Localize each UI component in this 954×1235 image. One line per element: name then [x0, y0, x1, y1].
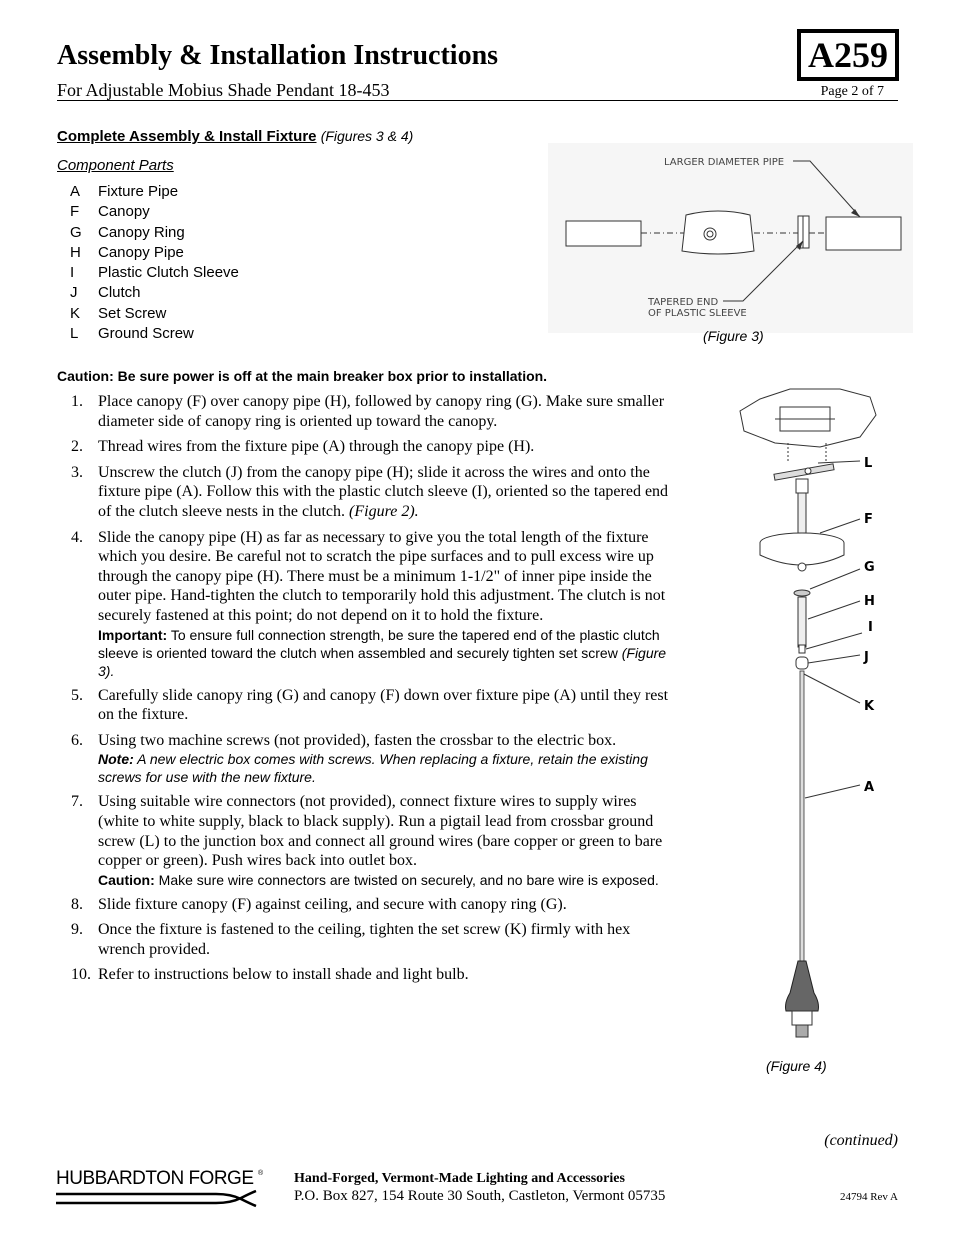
part-item: [70, 223, 239, 243]
part-letter: J: [70, 284, 78, 302]
header-rule: [57, 100, 898, 101]
canopy-ring: [794, 590, 810, 596]
nipple: [796, 479, 808, 493]
socket-cup: [786, 961, 819, 1011]
step-item: [57, 463, 677, 522]
socket: [792, 1011, 812, 1025]
label-tapered-end: TAPERED END: [648, 297, 719, 308]
figure-4-diagram: [730, 383, 910, 1043]
figure-3-caption: (Figure 3): [703, 328, 764, 344]
step-number: 4.: [71, 528, 83, 546]
step-text: Slide fixture canopy (F) against ceiling, and secure with canopy ring (G).: [98, 895, 567, 913]
step-number: 3.: [71, 463, 83, 481]
step-number: 7.: [71, 793, 83, 811]
part-letter: L: [70, 325, 79, 343]
page-subtitle: For Adjustable Mobius Shade Pendant 18-453: [57, 80, 390, 100]
part-letter: F: [70, 203, 80, 221]
continued-note: (continued): [824, 1132, 898, 1149]
step-text: Slide the canopy pipe (H) as far as necessary to give you the total length of the fixture which you desire. Be careful not to scratch the pipe surfaces and to pull excess wire up through the canopy pipe (H). There must be a minimum 1-1/2" of inner pipe inside the outer pipe. Hand-tighten the clutch to temporarily hold this adjustment. The clutch is not securely fastened at this point; do not depend on it to hold the fixture.: [98, 528, 666, 624]
step-number: 5.: [71, 686, 83, 704]
step-number: 9.: [71, 921, 83, 939]
note-text: A new electric box comes with screws. When replacing a fixture, retain the existing screws for use with the new fixture.: [98, 751, 648, 786]
part-item: [70, 324, 239, 344]
parts-heading: Component Parts: [57, 157, 174, 174]
part-name: Canopy: [98, 203, 150, 221]
figure-4-caption: (Figure 4): [766, 1058, 827, 1074]
step-note: [98, 871, 677, 889]
part-item: [70, 182, 239, 202]
large-pipe-shape: [826, 217, 901, 250]
part-letter: G: [70, 223, 82, 241]
step-text: Using two machine screws (not provided), fasten the crossbar to the electric box.: [98, 731, 617, 749]
label-l: L: [864, 456, 873, 471]
part-letter: H: [70, 243, 81, 261]
note-label: Caution:: [98, 871, 155, 888]
part-letter: A: [70, 183, 81, 200]
small-pipe-shape: [566, 221, 641, 246]
step-text: Carefully slide canopy ring (G) and canopy (F) down over fixture pipe (A) until they rest on the fixture.: [98, 686, 669, 724]
step-item: [57, 528, 677, 680]
part-name: Clutch: [98, 284, 141, 302]
hubbardton-forge-logo: [56, 1166, 266, 1208]
part-item: [70, 283, 239, 303]
caution-warning: Caution: Be sure power is off at the main breaker box prior to installation.: [57, 368, 548, 384]
step-text: Once the fixture is fastened to the ceiling, tighten the set screw (K) firmly with hex wrench provided.: [98, 921, 631, 958]
page-title: Assembly & Installation Instructions: [57, 40, 499, 71]
page-number: Page 2 of 7: [820, 84, 884, 99]
label-plastic-sleeve: OF PLASTIC SLEEVE: [648, 308, 747, 319]
section-title: [57, 128, 413, 145]
canopy-body: [760, 543, 844, 565]
part-name: Ground Screw: [98, 325, 194, 343]
step-item: [57, 731, 677, 787]
step-text: Thread wires from the fixture pipe (A) through the canopy pipe (H).: [98, 438, 535, 456]
part-item: [70, 304, 239, 324]
part-item: [70, 202, 239, 222]
part-letter: I: [70, 264, 75, 282]
canopy-hole: [798, 563, 806, 571]
step-number: 10.: [71, 966, 91, 984]
step-note: [98, 626, 677, 680]
step-text: Using suitable wire connectors (not provided), connect fixture wires to supply wires (white to white supply, black to black supply). Run a pigtail lead from crossbar ground screw (L) to the junction box and connect all ground wires (bare copper or green to bare copper or green). Push wires back into outlet box.: [98, 793, 663, 870]
leader-k: [802, 673, 860, 703]
part-name: Plastic Clutch Sleeve: [98, 264, 239, 282]
part-item: [70, 243, 239, 263]
clutch: [796, 657, 808, 669]
label-a: A: [864, 780, 875, 795]
steps-list: [57, 392, 677, 991]
step-number: 8.: [71, 895, 83, 913]
step-number: 1.: [71, 393, 83, 410]
step-item: [57, 792, 677, 888]
revision-code: 24794 Rev A: [839, 1191, 898, 1203]
label-f: F: [864, 512, 873, 527]
step-item: [57, 965, 677, 985]
section-heading: Complete Assembly & Install Fixture: [57, 128, 317, 145]
label-j: J: [864, 650, 869, 665]
label-h: H: [864, 594, 875, 609]
leader-a: [805, 785, 860, 798]
step-note: [98, 750, 677, 786]
crossbar: [774, 464, 834, 480]
socket-base: [796, 1025, 808, 1037]
parts-list: [70, 182, 239, 344]
footer-address: P.O. Box 827, 154 Route 30 South, Castleton, Vermont 05735: [294, 1188, 666, 1204]
clutch-shape: [682, 211, 754, 254]
step-number: 6.: [71, 731, 83, 749]
leader-f: [820, 519, 860, 533]
note-label: Note:: [98, 751, 134, 768]
step-figure-ref: (Figure 2).: [349, 502, 419, 520]
step-item: [57, 895, 677, 915]
note-figure-ref: (Figure 3).: [98, 644, 667, 679]
note-text: Make sure wire connectors are twisted on securely, and no bare wire is exposed.: [158, 871, 659, 888]
step-item: [57, 686, 677, 725]
step-number: 2.: [71, 438, 83, 456]
leader-h: [808, 601, 860, 619]
note-label: Important:: [98, 626, 168, 643]
step-item: [57, 437, 677, 457]
step-item: [57, 392, 677, 431]
ground-screw: [805, 468, 811, 474]
part-item: [70, 263, 239, 283]
step-item: [57, 920, 677, 959]
part-name: Canopy Pipe: [98, 243, 184, 261]
section-figures-ref: (Figures 3 & 4): [320, 128, 414, 144]
leader-i: [806, 633, 862, 649]
upper-pipe: [798, 493, 806, 533]
leader-j: [808, 655, 860, 663]
note-text: To ensure full connection strength, be sure the tapered end of the plastic clutch sleeve is oriented toward the clutch when assembled and securely tighten set screw: [98, 626, 660, 661]
logo-crossed-tongs: [216, 1191, 256, 1206]
part-letter: K: [70, 304, 81, 322]
doc-code-box: A259: [797, 29, 899, 81]
leader-g: [810, 569, 860, 589]
step-text: Unscrew the clutch (J) from the canopy pipe (H); slide it across the wires and onto the fixture pipe (A). Follow this with the plastic clutch sleeve (I), oriented so the tapered end of the clutch sleeve nests in the clutch.: [98, 463, 669, 520]
label-g: G: [864, 560, 875, 575]
label-larger-diameter-pipe: LARGER DIAMETER PIPE: [664, 157, 785, 168]
leader-l: [818, 461, 860, 463]
fixture-pipe: [800, 671, 804, 961]
footer-tagline: Hand-Forged, Vermont-Made Lighting and Accessories: [294, 1171, 625, 1186]
step-text: Refer to instructions below to install shade and light bulb.: [98, 966, 469, 984]
part-name: Canopy Ring: [98, 223, 185, 241]
part-name: Set Screw: [98, 304, 167, 322]
label-k: K: [864, 699, 875, 714]
logo-wordmark: HUBBARDTON FORGE: [56, 1168, 254, 1189]
label-i: I: [868, 620, 873, 635]
figure-3-diagram: [548, 143, 913, 333]
step-text: Place canopy (F) over canopy pipe (H), followed by canopy ring (G). Make sure smaller diameter side of canopy ring is oriented up toward the canopy.: [98, 393, 665, 430]
clutch-sleeve: [799, 645, 805, 653]
canopy-pipe: [798, 597, 806, 647]
registered-mark: ®: [258, 1170, 264, 1177]
part-name: Fixture Pipe: [98, 183, 179, 200]
